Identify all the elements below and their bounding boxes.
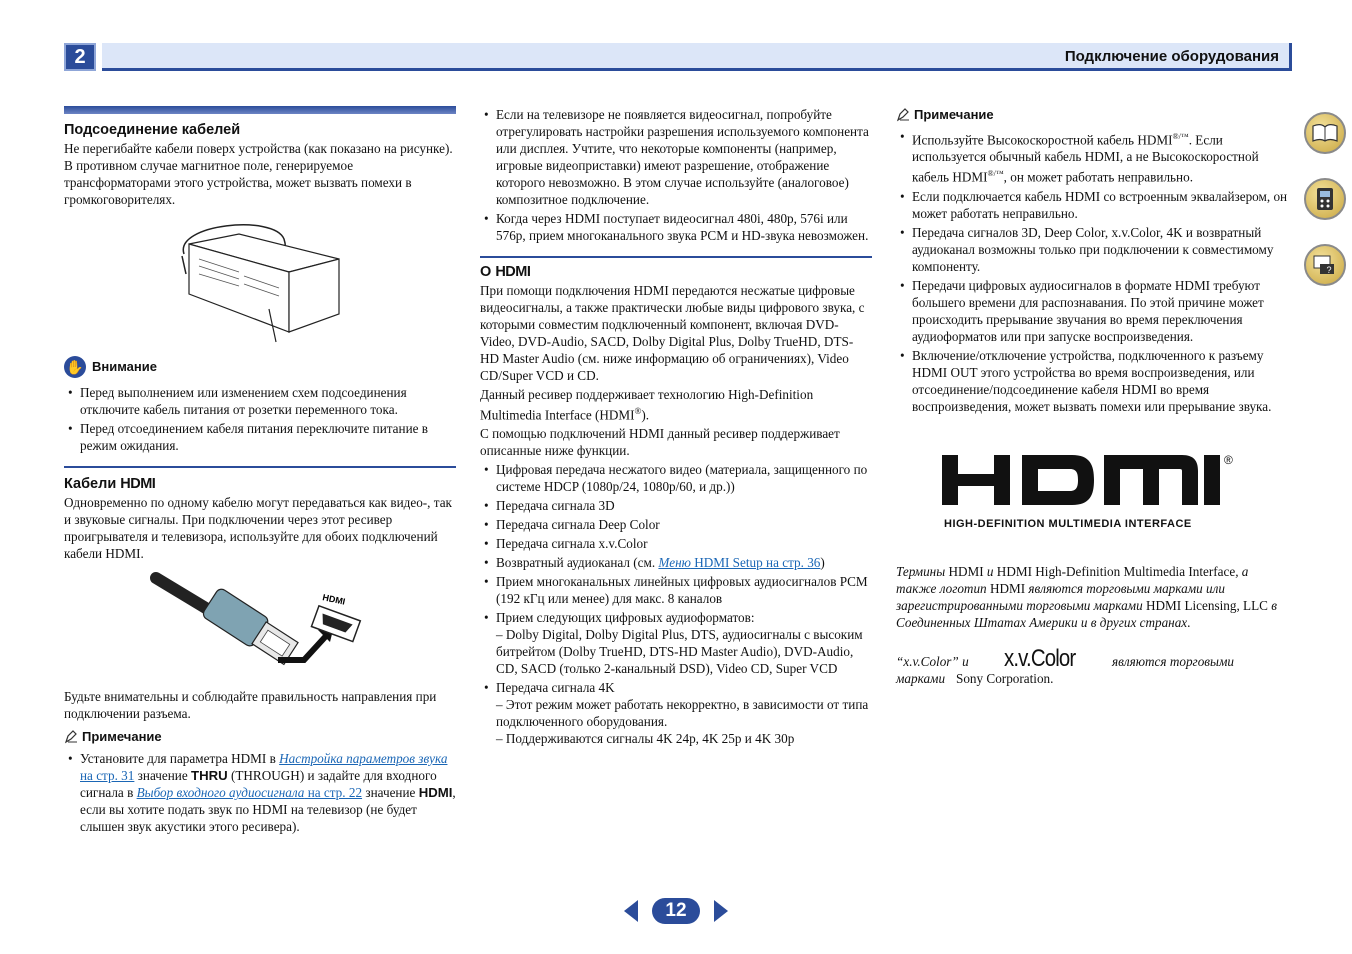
- list-item: • Перед отсоединением кабеля питания переключите питание в режим ожидания.: [64, 420, 456, 454]
- link-page-31[interactable]: на стр. 31: [80, 768, 135, 783]
- list-item: • Используйте Высокоскоростной кабель HDMI®/™. Если используется обычный кабель HDMI, а не Высокоскоростной кабель HDMI®/™, он может работать неправильно.: [896, 128, 1288, 186]
- list-item: • Если подключается кабель HDMI со встроенным эквалайзером, он может работать неправильно.: [896, 188, 1288, 222]
- section-title-about-hdmi: О HDMI: [480, 264, 531, 280]
- list-item: • Если на телевизоре не появляется видеосигнал, попробуйте отрегулировать настройки разрешения используемого компонента или дисплея. Учтите, что некоторые компоненты (например, игровые видеоприставки) имеют разрешение, отображение которого невозможно. В этом случае используйте (аналоговое) композитное подключение.: [480, 106, 872, 208]
- list-item: • Передачи цифровых аудиосигналов в формате HDMI требуют большего времени для распознавания. По этой причине может происходить прерывание звучания во время переключения аудиоформатов или при запуске воспроизведения.: [896, 277, 1288, 345]
- trademark-hdmi: Термины HDMI и HDMI High-Definition Multimedia Interface, а также логотип HDMI являются торговыми марками или зарегистрированными торговыми марками HDMI Licensing, LLC в Соединенных Штатах Америки и в других странах.: [896, 563, 1277, 630]
- hdmi-logo-subtitle: HIGH-DEFINITION MULTIMEDIA INTERFACE: [944, 517, 1192, 530]
- list-item: • Передача сигнала 4K – Этот режим может работать некорректно, в зависимости от типа подключенного оборудования. – Поддерживаются сигналы 4K 24p, 4K 25p и 4K 30p: [480, 679, 872, 747]
- remote-icon[interactable]: [1304, 178, 1346, 220]
- link-audio-settings[interactable]: Настройка параметров звука: [279, 751, 448, 766]
- list-item: • Включение/отключение устройства, подключенного к разъему HDMI OUT этого устройства во время воспроизведения, или отсоединение/подсоединение кабеля HDMI во время воспроизведения, может вызвать помехи или прерывание звука.: [896, 347, 1288, 415]
- about-hdmi-p2: Данный ресивер поддерживает технологию High-Definition Multimedia Interface (HDMI®).: [480, 387, 814, 423]
- pencil-icon: [64, 730, 78, 744]
- list-item: • Прием многоканальных линейных цифровых аудиосигналов PCM (192 кГц или менее) для макс. 8 каналов: [480, 573, 872, 607]
- hdmi-plug-illustration: [64, 568, 456, 678]
- hdmi-notes-list: [480, 106, 872, 244]
- list-item: • Передача сигнала x.v.Color: [480, 535, 872, 552]
- pencil-icon: [896, 108, 910, 122]
- hdmi-logo-mark: [942, 453, 1222, 507]
- section-rule: [64, 106, 456, 114]
- hdmi-logo-reg: ®: [1224, 452, 1233, 467]
- caution-list: [64, 384, 456, 454]
- hdmi-logo: [942, 453, 1242, 533]
- section-title-hdmi-cables: Кабели HDMI: [64, 476, 156, 492]
- link-hdmi-setup-menu[interactable]: Меню: [658, 555, 691, 571]
- caution-title: Внимание: [92, 359, 157, 374]
- list-item: • Прием следующих цифровых аудиоформатов: – Dolby Digital, Dolby Digital Plus, DTS, аудиосигналы с высоким битрейтом (Dolby TrueHD, DTS-HD Master Audio), DVD-Audio, CD, SACD (только 2-канальный DSD), Video CD, Super VCD: [480, 609, 872, 677]
- caution-heading: [64, 356, 456, 378]
- list-item: • Передача сигнала Deep Color: [480, 516, 872, 533]
- page-number: 12: [652, 898, 700, 924]
- xvcolor-logo: x.v.Color: [1004, 644, 1076, 672]
- next-page-arrow-icon[interactable]: [710, 898, 732, 924]
- list-item: • Перед выполнением или изменением схем подсоединения отключите кабель питания от розетки переменного тока.: [64, 384, 456, 418]
- link-page-22[interactable]: на стр. 22: [304, 785, 363, 800]
- list-item: • Когда через HDMI поступает видеосигнал 480i, 480p, 576i или 576p, прием многоканального звука PCM и HD-звука невозможен.: [480, 210, 872, 244]
- note-list: [64, 750, 456, 835]
- note-list: [896, 128, 1288, 415]
- trademark-xvcolor: “x.v.Color” и x.v.Color являются торговыми марками Sony Corporation.: [896, 644, 1234, 686]
- section-title-connect-cables: Подсоединение кабелей: [64, 122, 241, 138]
- list-item: • Возвратный аудиоканал (см. Меню HDMI Setup на стр. 36): [480, 554, 872, 571]
- page-navigation: [620, 896, 732, 926]
- note-heading: [64, 728, 456, 746]
- hdmi-port-label: HDMI: [321, 592, 347, 607]
- chapter-number-box: [64, 43, 96, 71]
- about-hdmi-p3: С помощью подключений HDMI данный ресивер поддерживает описанные ниже функции.: [480, 426, 840, 459]
- column-right: [896, 106, 1288, 693]
- column-left: [64, 106, 456, 837]
- connect-cables-text: Не перегибайте кабели поверх устройства (как показано на рисунке). В противном случае магнитное поле, генерируемое трансформаторами этого устройства, может вызвать помехи в громкоговорителях.: [64, 141, 453, 207]
- link-input-audio[interactable]: Выбор входного аудиосигнала: [136, 785, 305, 800]
- section-rule: [64, 466, 456, 468]
- column-middle: [480, 106, 872, 749]
- prev-page-arrow-icon[interactable]: [620, 898, 642, 924]
- page-title: Подключение оборудования: [1064, 48, 1279, 65]
- book-icon[interactable]: [1304, 112, 1346, 154]
- list-item: • Цифровая передача несжатого видео (материала, защищенного по системе HDCP (1080p/24, 1080p/60, и др.)): [480, 461, 872, 495]
- note-heading: [896, 106, 1288, 124]
- section-rule: [480, 256, 872, 258]
- list-item: • Передача сигнала 3D: [480, 497, 872, 514]
- side-nav: [1304, 112, 1348, 310]
- list-item: • Установите для параметра HDMI в Настройка параметров звука на стр. 31 значение THRU (THROUGH) и задайте для входного сигнала в Выбор входного аудиосигнала на стр. 22 значение HDMI, если вы хотите подать звук по HDMI на телевизор (не будет слышен звук акустики этого ресивера).: [64, 750, 456, 835]
- svg-text:?: ?: [1326, 265, 1332, 275]
- hdmi-features-list: [480, 461, 872, 747]
- header-bar: [102, 43, 1292, 71]
- list-item: • Передача сигналов 3D, Deep Color, x.v.Color, 4K и возвратный аудиоканал возможны только при подключении к совместимому компоненту.: [896, 224, 1288, 275]
- note-title: Примечание: [914, 107, 994, 122]
- chapter-number: 2: [74, 46, 86, 68]
- note-title: Примечание: [82, 729, 162, 744]
- cable-bend-illustration: [64, 214, 456, 344]
- caution-icon: ✋: [64, 356, 86, 378]
- link-page-36[interactable]: HDMI Setup на стр. 36: [690, 555, 821, 571]
- hdmi-cables-text: Одновременно по одному кабелю могут передаваться как видео-, так и звуковые сигналы. При подключении через этот ресивер проигрывателя и телевизора, используйте для обоих подключений кабели HDMI.: [64, 495, 452, 561]
- about-hdmi-p1: При помощи подключения HDMI передаются несжатые цифровые видеосигналы, а также практически любые виды цифрового звука, с которыми совместим подключенный компонент, включая DVD-Video, DVD-Audio, SACD, Dolby Digital Plus, Dolby TrueHD, DTS-HD Master Audio (см. ниже информацию об ограничениях), Video CD/Super VCD и CD.: [480, 283, 865, 383]
- settings-icon[interactable]: [1304, 244, 1346, 286]
- direction-text: Будьте внимательны и соблюдайте правильность направления при подключении разъема.: [64, 689, 437, 721]
